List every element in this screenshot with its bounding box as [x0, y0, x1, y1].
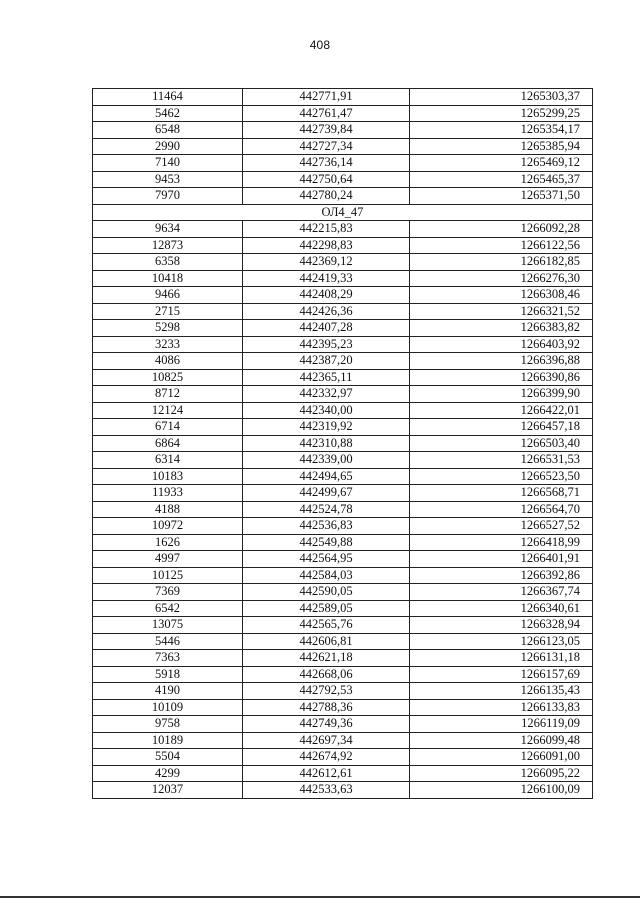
table-row: [93, 567, 593, 584]
x-coordinate-cell: 442788,36: [243, 699, 410, 716]
x-coordinate-cell: 442749,36: [243, 716, 410, 733]
y-coordinate-cell: 1266403,92: [410, 336, 593, 353]
y-coordinate-cell: 1266399,90: [410, 386, 593, 403]
x-coordinate-cell: 442524,78: [243, 501, 410, 518]
page-number: 408: [309, 38, 331, 52]
table-row: [93, 732, 593, 749]
x-coordinate-cell: 442549,88: [243, 534, 410, 551]
y-coordinate-cell: 1265469,12: [410, 155, 593, 172]
table-row: [93, 600, 593, 617]
y-coordinate-cell: 1266422,01: [410, 402, 593, 419]
table-row: [93, 452, 593, 469]
table-row: [93, 666, 593, 683]
x-coordinate-cell: 442606,81: [243, 633, 410, 650]
x-coordinate-cell: 442310,88: [243, 435, 410, 452]
point-id-cell: 6542: [93, 600, 243, 617]
point-id-cell: 10825: [93, 369, 243, 386]
point-id-cell: 13075: [93, 617, 243, 634]
x-coordinate-cell: 442215,83: [243, 221, 410, 238]
point-id-cell: 6358: [93, 254, 243, 271]
point-id-cell: 7970: [93, 188, 243, 205]
table-row: [93, 138, 593, 155]
point-id-cell: 4299: [93, 765, 243, 782]
point-id-cell: 5446: [93, 633, 243, 650]
point-id-cell: 5298: [93, 320, 243, 337]
x-coordinate-cell: 442494,65: [243, 468, 410, 485]
x-coordinate-cell: 442792,53: [243, 683, 410, 700]
point-id-cell: 9453: [93, 171, 243, 188]
x-coordinate-cell: 442499,67: [243, 485, 410, 502]
y-coordinate-cell: 1266122,56: [410, 237, 593, 254]
y-coordinate-cell: 1266182,85: [410, 254, 593, 271]
x-coordinate-cell: 442536,83: [243, 518, 410, 535]
y-coordinate-cell: 1266401,91: [410, 551, 593, 568]
table-row: [93, 171, 593, 188]
table-row: [93, 716, 593, 733]
y-coordinate-cell: 1266503,40: [410, 435, 593, 452]
table-row: [93, 551, 593, 568]
table-row: [93, 765, 593, 782]
page-bottom-rule: [0, 896, 640, 898]
y-coordinate-cell: 1266457,18: [410, 419, 593, 436]
point-id-cell: 5462: [93, 105, 243, 122]
y-coordinate-cell: 1266531,53: [410, 452, 593, 469]
y-coordinate-cell: 1266527,52: [410, 518, 593, 535]
point-id-cell: 6314: [93, 452, 243, 469]
point-id-cell: 7140: [93, 155, 243, 172]
x-coordinate-cell: 442612,61: [243, 765, 410, 782]
point-id-cell: 7363: [93, 650, 243, 667]
point-id-cell: 5918: [93, 666, 243, 683]
x-coordinate-cell: 442589,05: [243, 600, 410, 617]
table-row: [93, 435, 593, 452]
point-id-cell: 10125: [93, 567, 243, 584]
table-row: [93, 237, 593, 254]
table-row: [93, 369, 593, 386]
point-id-cell: 4086: [93, 353, 243, 370]
x-coordinate-cell: 442426,36: [243, 303, 410, 320]
point-id-cell: 9634: [93, 221, 243, 238]
coordinates-table-wrapper: [92, 88, 592, 799]
table-row: [93, 122, 593, 139]
table-row: [93, 402, 593, 419]
x-coordinate-cell: 442750,64: [243, 171, 410, 188]
point-id-cell: 7369: [93, 584, 243, 601]
point-id-cell: 12873: [93, 237, 243, 254]
coordinates-table-body: [93, 89, 593, 799]
table-row: [93, 485, 593, 502]
table-row: [93, 270, 593, 287]
point-id-cell: 10109: [93, 699, 243, 716]
table-row: [93, 89, 593, 106]
point-id-cell: 10183: [93, 468, 243, 485]
x-coordinate-cell: 442739,84: [243, 122, 410, 139]
table-row: [93, 749, 593, 766]
y-coordinate-cell: 1266392,86: [410, 567, 593, 584]
table-row: [93, 105, 593, 122]
table-row: [93, 683, 593, 700]
table-row: [93, 419, 593, 436]
table-row: [93, 221, 593, 238]
point-id-cell: 10972: [93, 518, 243, 535]
table-row: [93, 287, 593, 304]
point-id-cell: 6864: [93, 435, 243, 452]
y-coordinate-cell: 1265299,25: [410, 105, 593, 122]
table-row: [93, 320, 593, 337]
x-coordinate-cell: 442319,92: [243, 419, 410, 436]
table-row: [93, 303, 593, 320]
y-coordinate-cell: 1265354,17: [410, 122, 593, 139]
table-row: [93, 353, 593, 370]
x-coordinate-cell: 442736,14: [243, 155, 410, 172]
x-coordinate-cell: 442761,47: [243, 105, 410, 122]
x-coordinate-cell: 442407,28: [243, 320, 410, 337]
x-coordinate-cell: 442365,11: [243, 369, 410, 386]
y-coordinate-cell: 1266383,82: [410, 320, 593, 337]
table-row: [93, 155, 593, 172]
table-row: [93, 254, 593, 271]
x-coordinate-cell: 442340,00: [243, 402, 410, 419]
table-row: [93, 617, 593, 634]
x-coordinate-cell: 442369,12: [243, 254, 410, 271]
x-coordinate-cell: 442674,92: [243, 749, 410, 766]
y-coordinate-cell: 1265465,37: [410, 171, 593, 188]
x-coordinate-cell: 442387,20: [243, 353, 410, 370]
y-coordinate-cell: 1266276,30: [410, 270, 593, 287]
x-coordinate-cell: 442565,76: [243, 617, 410, 634]
point-id-cell: 9466: [93, 287, 243, 304]
table-row: [93, 501, 593, 518]
y-coordinate-cell: 1266091,00: [410, 749, 593, 766]
table-row: [93, 650, 593, 667]
table-row: [93, 188, 593, 205]
x-coordinate-cell: 442419,33: [243, 270, 410, 287]
y-coordinate-cell: 1266131,18: [410, 650, 593, 667]
y-coordinate-cell: 1266321,52: [410, 303, 593, 320]
y-coordinate-cell: 1266390,86: [410, 369, 593, 386]
section-title: ОЛ4_47: [93, 204, 593, 221]
y-coordinate-cell: 1266119,09: [410, 716, 593, 733]
point-id-cell: 1626: [93, 534, 243, 551]
coordinates-table: [92, 88, 593, 799]
x-coordinate-cell: 442298,83: [243, 237, 410, 254]
y-coordinate-cell: 1266308,46: [410, 287, 593, 304]
y-coordinate-cell: 1266367,74: [410, 584, 593, 601]
table-row: [93, 336, 593, 353]
y-coordinate-cell: 1266095,22: [410, 765, 593, 782]
point-id-cell: 2990: [93, 138, 243, 155]
y-coordinate-cell: 1266568,71: [410, 485, 593, 502]
table-row: [93, 386, 593, 403]
x-coordinate-cell: 442584,03: [243, 567, 410, 584]
x-coordinate-cell: 442564,95: [243, 551, 410, 568]
x-coordinate-cell: 442339,00: [243, 452, 410, 469]
table-row: [93, 699, 593, 716]
point-id-cell: 11933: [93, 485, 243, 502]
point-id-cell: 10189: [93, 732, 243, 749]
x-coordinate-cell: 442332,97: [243, 386, 410, 403]
point-id-cell: 11464: [93, 89, 243, 106]
x-coordinate-cell: 442780,24: [243, 188, 410, 205]
x-coordinate-cell: 442697,34: [243, 732, 410, 749]
x-coordinate-cell: 442727,34: [243, 138, 410, 155]
table-row: [93, 518, 593, 535]
y-coordinate-cell: 1266135,43: [410, 683, 593, 700]
y-coordinate-cell: 1266418,99: [410, 534, 593, 551]
point-id-cell: 9758: [93, 716, 243, 733]
y-coordinate-cell: 1266099,48: [410, 732, 593, 749]
y-coordinate-cell: 1266092,28: [410, 221, 593, 238]
section-header-row: [93, 204, 593, 221]
point-id-cell: 2715: [93, 303, 243, 320]
point-id-cell: 4188: [93, 501, 243, 518]
point-id-cell: 8712: [93, 386, 243, 403]
point-id-cell: 6548: [93, 122, 243, 139]
x-coordinate-cell: 442395,23: [243, 336, 410, 353]
x-coordinate-cell: 442408,29: [243, 287, 410, 304]
point-id-cell: 4190: [93, 683, 243, 700]
y-coordinate-cell: 1266328,94: [410, 617, 593, 634]
point-id-cell: 6714: [93, 419, 243, 436]
table-row: [93, 633, 593, 650]
table-row: [93, 584, 593, 601]
table-row: [93, 534, 593, 551]
y-coordinate-cell: 1265385,94: [410, 138, 593, 155]
y-coordinate-cell: 1265303,37: [410, 89, 593, 106]
point-id-cell: 4997: [93, 551, 243, 568]
y-coordinate-cell: 1266157,69: [410, 666, 593, 683]
y-coordinate-cell: 1266340,61: [410, 600, 593, 617]
point-id-cell: 10418: [93, 270, 243, 287]
x-coordinate-cell: 442621,18: [243, 650, 410, 667]
y-coordinate-cell: 1266123,05: [410, 633, 593, 650]
y-coordinate-cell: 1266100,09: [410, 782, 593, 799]
x-coordinate-cell: 442771,91: [243, 89, 410, 106]
point-id-cell: 3233: [93, 336, 243, 353]
y-coordinate-cell: 1266564,70: [410, 501, 593, 518]
table-row: [93, 782, 593, 799]
y-coordinate-cell: 1265371,50: [410, 188, 593, 205]
x-coordinate-cell: 442668,06: [243, 666, 410, 683]
x-coordinate-cell: 442533,63: [243, 782, 410, 799]
y-coordinate-cell: 1266523,50: [410, 468, 593, 485]
point-id-cell: 12037: [93, 782, 243, 799]
x-coordinate-cell: 442590,05: [243, 584, 410, 601]
point-id-cell: 5504: [93, 749, 243, 766]
y-coordinate-cell: 1266133,83: [410, 699, 593, 716]
y-coordinate-cell: 1266396,88: [410, 353, 593, 370]
table-row: [93, 468, 593, 485]
point-id-cell: 12124: [93, 402, 243, 419]
